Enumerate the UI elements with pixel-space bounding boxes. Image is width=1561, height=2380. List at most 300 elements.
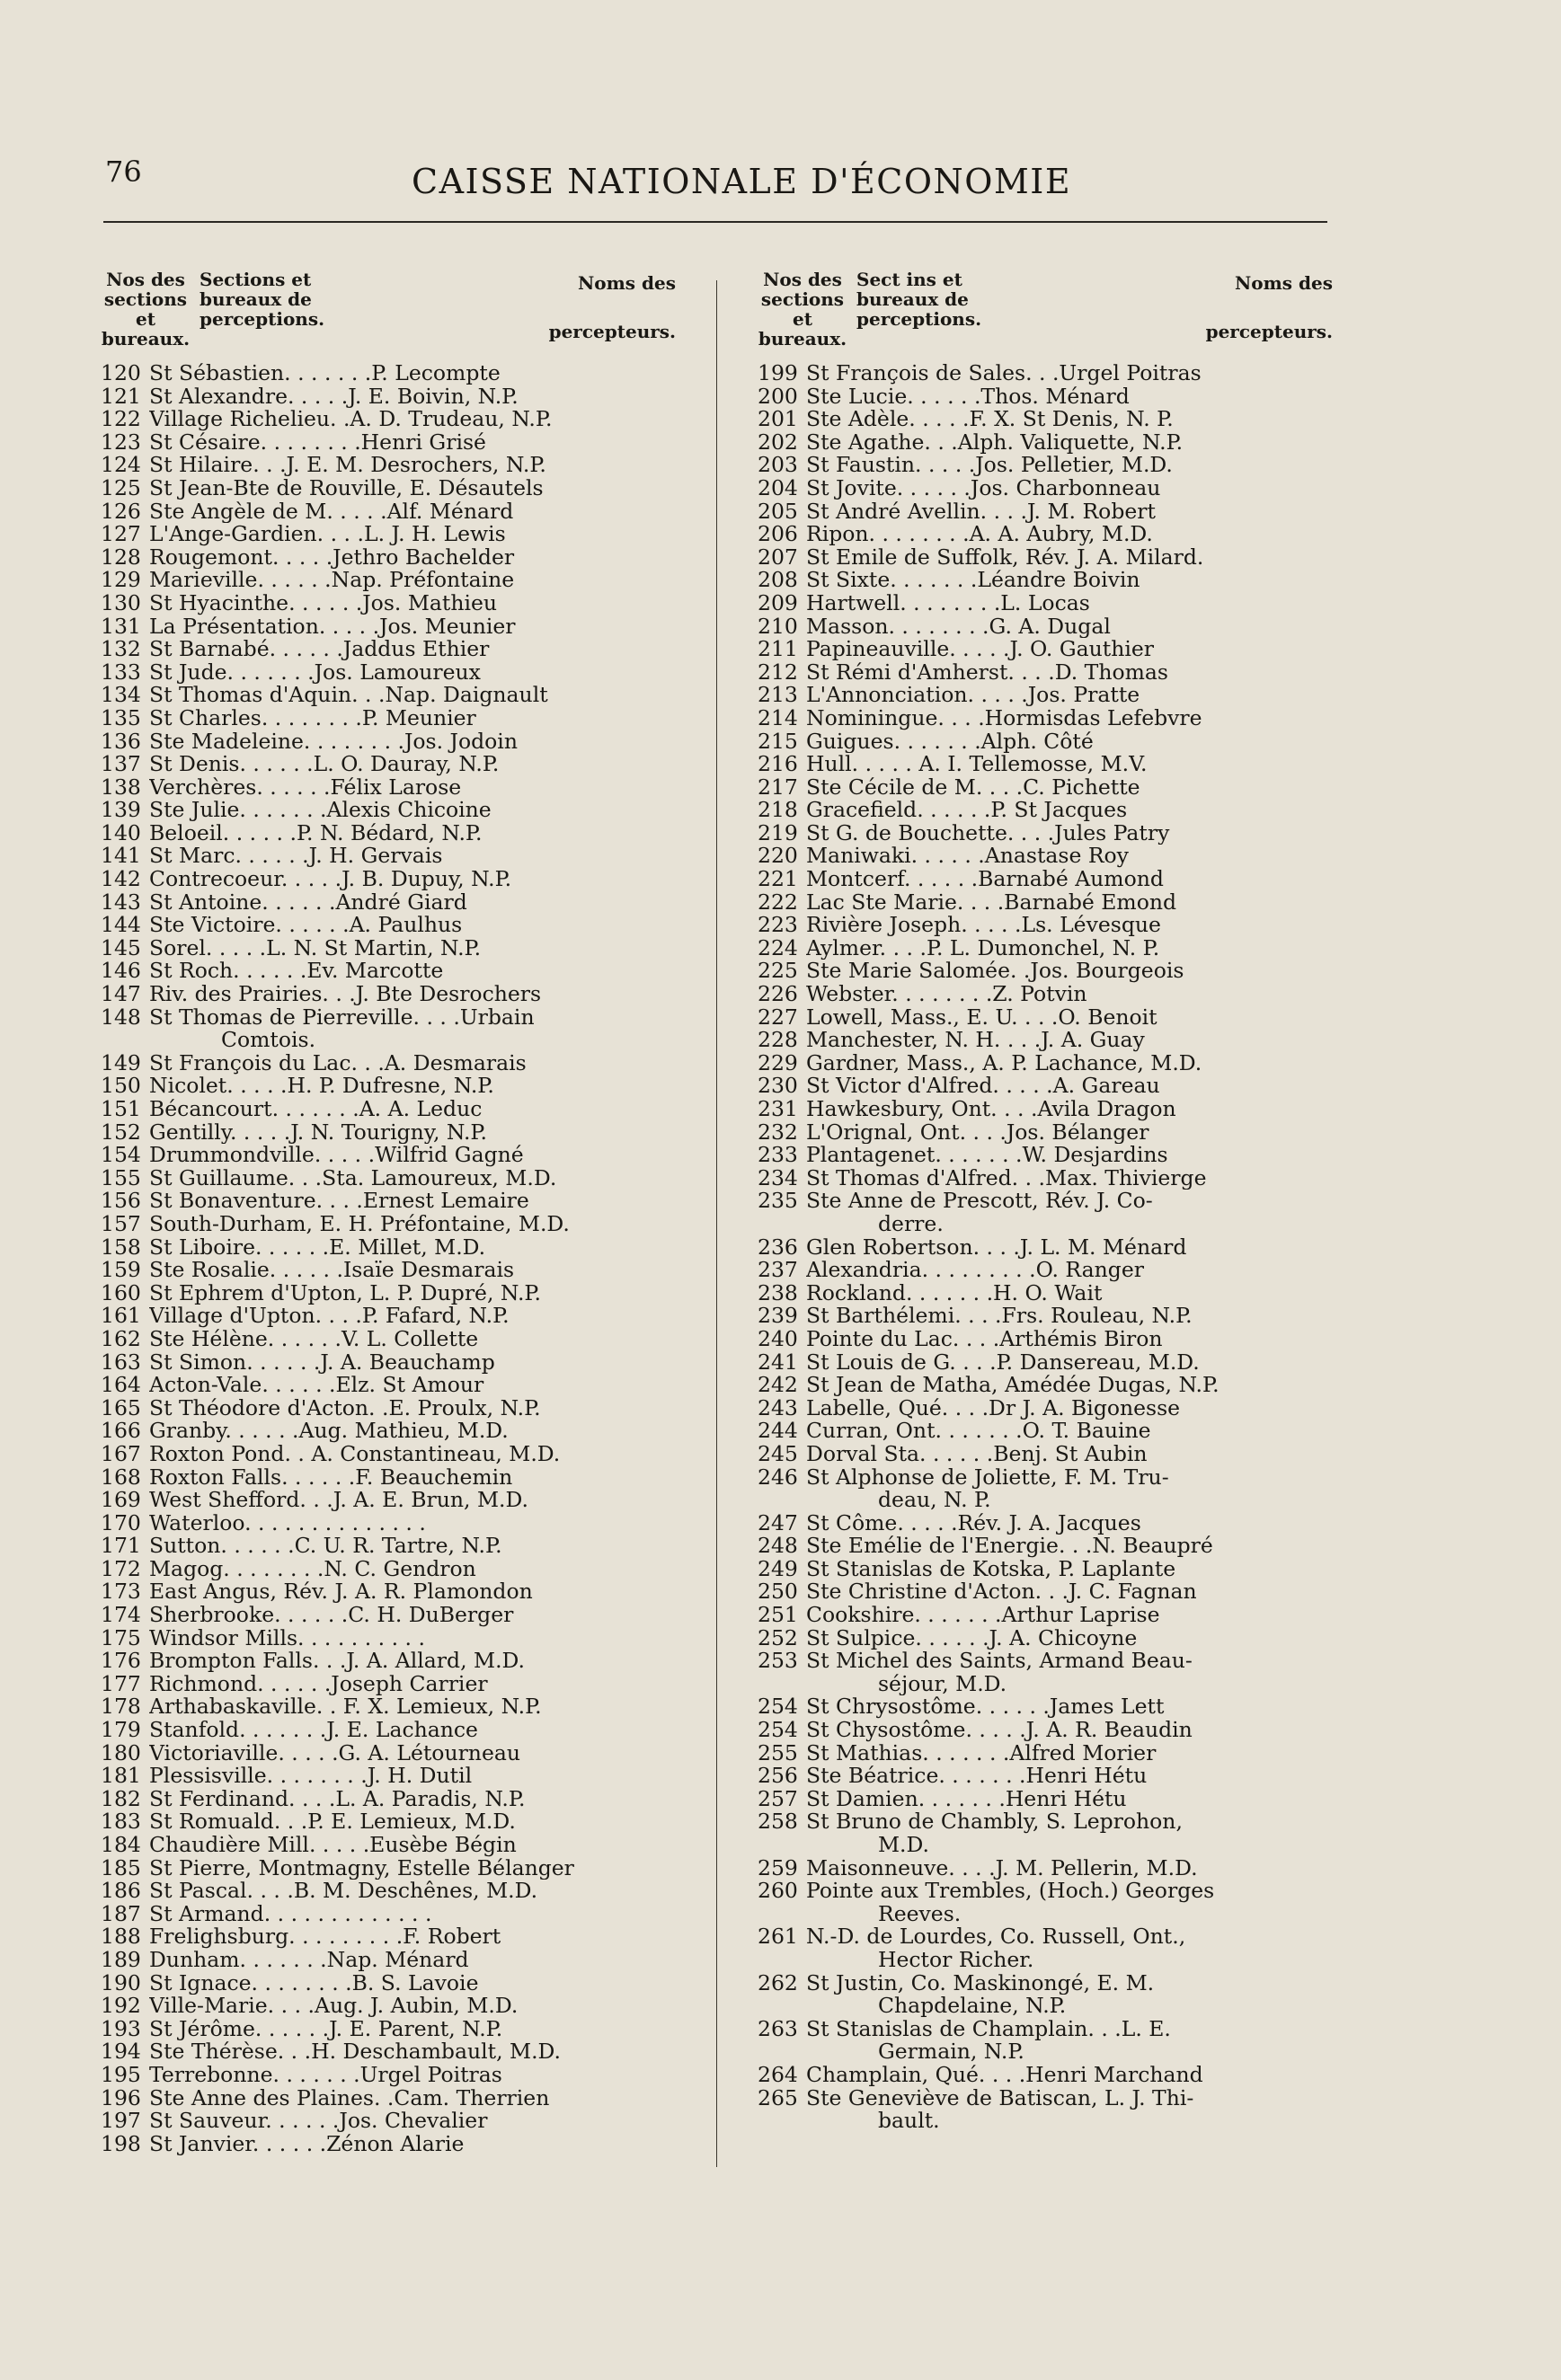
list-item bbox=[101, 684, 676, 707]
entry-number: 254 bbox=[758, 1694, 798, 1720]
entry-number: 225 bbox=[758, 958, 798, 984]
list-item bbox=[758, 983, 1333, 1006]
list-item bbox=[758, 638, 1333, 661]
list-item bbox=[758, 1213, 1333, 1236]
list-item bbox=[758, 1144, 1333, 1167]
entry-text: St Emile de Suffolk, Rév. J. A. Milard. bbox=[806, 545, 1204, 570]
column-divider bbox=[716, 280, 717, 2167]
entry-number: 256 bbox=[758, 1763, 798, 1789]
list-item bbox=[758, 1739, 1333, 1765]
list-item bbox=[101, 819, 676, 845]
list-item bbox=[101, 1880, 676, 1903]
entry-text: Sherbrooke. . . . . .C. H. DuBerger bbox=[149, 1604, 514, 1627]
entry-number: 123 bbox=[101, 429, 141, 455]
entry-number: 210 bbox=[758, 613, 798, 639]
entry-text: St André Avellin. . . .J. M. Robert bbox=[806, 500, 1156, 524]
list-item bbox=[101, 1946, 676, 1972]
entry-text: Champlain, Qué. . . .Henri Marchand bbox=[806, 2063, 1203, 2087]
entry-number: 154 bbox=[101, 1142, 141, 1168]
header-names-bottom: percepteurs. bbox=[1205, 321, 1333, 342]
entry-text: St Romuald. . .P. E. Lemieux, M.D. bbox=[149, 1810, 516, 1834]
list-item bbox=[101, 1535, 676, 1558]
list-item bbox=[101, 1351, 676, 1375]
list-item bbox=[101, 2084, 676, 2110]
entry-number: 193 bbox=[101, 2015, 141, 2041]
list-item bbox=[758, 914, 1333, 937]
entry-number: 135 bbox=[101, 704, 141, 730]
list-item bbox=[758, 385, 1333, 409]
list-item bbox=[101, 934, 676, 960]
entry-number: 228 bbox=[758, 1027, 798, 1053]
entry-text: St Bruno de Chambly, S. Leprohon, bbox=[806, 1810, 1183, 1834]
entry-number: 247 bbox=[758, 1509, 798, 1535]
entry-number: 243 bbox=[758, 1394, 798, 1420]
entry-number: 221 bbox=[758, 866, 798, 892]
entry-text: St Hilaire. . .J. E. M. Desrochers, N.P. bbox=[149, 454, 546, 477]
entry-text: St Alphonse de Joliette, F. M. Tru- bbox=[806, 1465, 1169, 1490]
list-item bbox=[101, 1325, 676, 1351]
entry-number: 190 bbox=[101, 1969, 141, 1995]
list-item bbox=[758, 1834, 1333, 1857]
list-item bbox=[101, 1029, 676, 1052]
entry-text: Roxton Pond. . A. Constantineau, M.D. bbox=[149, 1442, 561, 1466]
entry-number: 200 bbox=[758, 383, 798, 409]
entry-number: 129 bbox=[101, 567, 141, 593]
entry-text: Rockland. . . . . . .H. O. Wait bbox=[806, 1281, 1103, 1305]
entry-number: 206 bbox=[758, 521, 798, 547]
entry-text: St Stanislas de Champlain. . .L. E. bbox=[806, 2017, 1171, 2041]
entry-text: St Jean de Matha, Amédée Dugas, N.P. bbox=[806, 1374, 1220, 1397]
list-item bbox=[101, 1719, 676, 1742]
entry-text: Terrebonne. . . . . . .Urgel Poitras bbox=[149, 2063, 502, 2087]
list-item bbox=[101, 1279, 676, 1305]
entry-text: Comtois. bbox=[221, 1029, 316, 1052]
list-item bbox=[758, 500, 1333, 524]
list-item bbox=[758, 934, 1333, 960]
entry-number: 217 bbox=[758, 774, 798, 800]
entry-text: Aylmer. . . .P. L. Dumonchel, N. P. bbox=[806, 936, 1160, 960]
entry-number: 263 bbox=[758, 2015, 798, 2041]
list-item bbox=[758, 1006, 1333, 1030]
list-item bbox=[758, 1098, 1333, 1121]
entry-text: Ste Madeleine. . . . . . . .Jos. Jodoin bbox=[149, 730, 518, 754]
entry-text: Ste Cécile de M. . . .C. Pichette bbox=[806, 775, 1140, 800]
entry-text: Village Richelieu. .A. D. Trudeau, N.P. bbox=[149, 408, 553, 431]
entry-number: 237 bbox=[758, 1257, 798, 1283]
entry-text: St François de Sales. . .Urgel Poitras bbox=[806, 362, 1202, 385]
list-item bbox=[758, 891, 1333, 915]
entry-number: 229 bbox=[758, 1049, 798, 1075]
entry-text: Rougemont. . . . .Jethro Bachelder bbox=[149, 545, 515, 570]
entry-number: 258 bbox=[758, 1809, 798, 1835]
entry-text: Plantagenet. . . . . . .W. Desjardins bbox=[806, 1144, 1168, 1167]
entry-number: 251 bbox=[758, 1602, 798, 1628]
entry-number: 205 bbox=[758, 498, 798, 524]
entry-text: Beloeil. . . . . .P. N. Bédard, N.P. bbox=[149, 821, 483, 845]
entry-text: Ville-Marie. . . .Aug. J. Aubin, M.D. bbox=[149, 1995, 519, 2018]
entry-number bbox=[758, 1903, 806, 1926]
header-names bbox=[370, 270, 676, 355]
list-item bbox=[758, 1351, 1333, 1375]
entry-number bbox=[758, 2110, 806, 2133]
entry-text: Labelle, Qué. . . .Dr J. A. Bigonesse bbox=[806, 1396, 1181, 1420]
entry-text: Rivière Joseph. . . . .Ls. Lévesque bbox=[806, 914, 1161, 937]
entry-text: St Denis. . . . . .L. O. Dauray, N.P. bbox=[149, 753, 500, 776]
entry-text: Nominingue. . . .Hormisdas Lefebvre bbox=[806, 706, 1202, 730]
header-rule bbox=[103, 221, 1327, 223]
entry-text: St Ignace. . . . . . . .B. S. Lavoie bbox=[149, 1971, 479, 1995]
entry-text: Ste Christine d'Acton. . .J. C. Fagnan bbox=[806, 1580, 1197, 1605]
entry-number: 202 bbox=[758, 429, 798, 455]
entry-text: Hartwell. . . . . . . .L. Locas bbox=[806, 591, 1090, 615]
entry-number: 199 bbox=[758, 360, 798, 385]
entry-number: 183 bbox=[101, 1809, 141, 1835]
entry-number bbox=[758, 1995, 806, 2018]
list-item bbox=[101, 1394, 676, 1420]
entry-text: Acton-Vale. . . . . .Elz. St Amour bbox=[149, 1374, 484, 1397]
list-item bbox=[758, 1810, 1333, 1834]
entry-text: Chapdelaine, N.P. bbox=[878, 1995, 1067, 2018]
entry-number: 253 bbox=[758, 1648, 798, 1674]
entry-text: Ste Angèle de M. . . . .Alf. Ménard bbox=[149, 500, 514, 524]
entry-text: Ste Agathe. . .Alph. Valiquette, N.P. bbox=[806, 430, 1184, 455]
entry-text: Ste Béatrice. . . . . . .Henri Hétu bbox=[806, 1765, 1148, 1788]
header-names-top: Noms des bbox=[578, 272, 676, 294]
header-names bbox=[1027, 270, 1333, 355]
entry-text: Ste Thérèse. . .H. Deschambault, M.D. bbox=[149, 2040, 562, 2064]
entry-text: St Guillaume. . .Sta. Lamoureux, M.D. bbox=[149, 1166, 557, 1190]
page-title: CAISSE NATIONALE D'ÉCONOMIE bbox=[412, 162, 1072, 201]
list-item bbox=[758, 845, 1333, 868]
list-item bbox=[758, 1925, 1333, 1949]
list-item bbox=[101, 1006, 676, 1030]
entry-text: St François du Lac. . .A. Desmarais bbox=[149, 1051, 527, 1075]
list-item bbox=[101, 1466, 676, 1490]
entry-number: 214 bbox=[758, 704, 798, 730]
entry-text: St Jean-Bte de Rouville, E. Désautels bbox=[149, 476, 544, 500]
list-item bbox=[758, 474, 1333, 500]
entry-number: 164 bbox=[101, 1372, 141, 1398]
entry-text: St Ephrem d'Upton, L. P. Dupré, N.P. bbox=[149, 1281, 541, 1305]
entry-text: St Liboire. . . . . .E. Millet, M.D. bbox=[149, 1235, 486, 1260]
entry-number: 185 bbox=[101, 1854, 141, 1880]
list-item bbox=[101, 589, 676, 615]
entry-number: 179 bbox=[101, 1717, 141, 1743]
entry-number: 264 bbox=[758, 2061, 798, 2087]
list-item bbox=[101, 1785, 676, 1811]
entry-text: Ste Julie. . . . . . .Alexis Chicoine bbox=[149, 799, 492, 822]
entry-text: L'Ange-Gardien. . . .L. J. H. Lewis bbox=[149, 523, 506, 546]
list-item bbox=[758, 704, 1333, 730]
entry-number: 175 bbox=[101, 1624, 141, 1650]
entry-number: 141 bbox=[101, 843, 141, 869]
entry-text: Sorel. . . . .L. N. St Martin, N.P. bbox=[149, 936, 482, 960]
left-column bbox=[101, 270, 676, 2155]
entry-number: 134 bbox=[101, 682, 141, 708]
list-item bbox=[758, 589, 1333, 615]
entry-number bbox=[758, 2040, 806, 2064]
entry-text: Dorval Sta. . . . . .Benj. St Aubin bbox=[806, 1442, 1148, 1466]
entry-number: 226 bbox=[758, 981, 798, 1007]
header-sections-no: Nos des sections et bureaux. bbox=[758, 269, 847, 349]
list-item bbox=[758, 1049, 1333, 1075]
list-item bbox=[758, 1903, 1333, 1926]
entry-number: 215 bbox=[758, 728, 798, 754]
list-item bbox=[758, 1624, 1333, 1650]
entry-number: 250 bbox=[758, 1579, 798, 1605]
list-item bbox=[101, 1739, 676, 1765]
list-item bbox=[101, 1670, 676, 1696]
list-item bbox=[758, 408, 1333, 431]
list-item bbox=[758, 1305, 1333, 1328]
entry-number: 223 bbox=[758, 912, 798, 938]
entry-text: St Pascal. . . .B. M. Deschênes, M.D. bbox=[149, 1880, 538, 1903]
entry-number: 257 bbox=[758, 1785, 798, 1811]
entry-number: 133 bbox=[101, 659, 141, 685]
entry-number: 188 bbox=[101, 1924, 141, 1950]
list-item bbox=[758, 1259, 1333, 1282]
entry-text: Lowell, Mass., E. U. . . .O. Benoit bbox=[806, 1005, 1157, 1030]
list-item bbox=[101, 546, 676, 570]
entry-number: 245 bbox=[758, 1440, 798, 1466]
list-item bbox=[101, 2130, 676, 2156]
entry-text: Victoriaville. . . . .G. A. Létourneau bbox=[149, 1741, 520, 1765]
list-item bbox=[101, 1995, 676, 2018]
list-item bbox=[101, 408, 676, 431]
entry-number: 142 bbox=[101, 866, 141, 892]
header-names-top: Noms des bbox=[1235, 272, 1333, 294]
entry-text: Ste Marie Salomée. .Jos. Bourgeois bbox=[806, 960, 1184, 984]
list-item bbox=[758, 1440, 1333, 1466]
entry-text: St Victor d'Alfred. . . . .A. Gareau bbox=[806, 1075, 1160, 1098]
entry-number: 132 bbox=[101, 636, 141, 662]
entry-text: Chaudière Mill. . . . .Eusèbe Bégin bbox=[149, 1834, 517, 1857]
entry-number: 169 bbox=[101, 1487, 141, 1513]
list-item bbox=[758, 1880, 1333, 1903]
entry-number: 121 bbox=[101, 383, 141, 409]
list-item bbox=[101, 730, 676, 754]
entry-number: 170 bbox=[101, 1509, 141, 1535]
entry-text: St Marc. . . . . .J. H. Gervais bbox=[149, 845, 443, 869]
entry-number: 167 bbox=[101, 1440, 141, 1466]
list-item bbox=[101, 1834, 676, 1857]
list-item bbox=[101, 1190, 676, 1213]
list-item bbox=[101, 1210, 676, 1236]
entry-number: 124 bbox=[101, 452, 141, 478]
list-item bbox=[101, 960, 676, 983]
entry-text: St Thomas d'Alfred. . .Max. Thivierge bbox=[806, 1166, 1207, 1190]
entry-number: 138 bbox=[101, 774, 141, 800]
entry-text: St Pierre, Montmagny, Estelle Bélanger bbox=[149, 1856, 574, 1880]
entry-number: 156 bbox=[101, 1188, 141, 1214]
entry-text: Lac Ste Marie. . . .Barnabé Emond bbox=[806, 890, 1177, 915]
list-item bbox=[101, 385, 676, 409]
list-item bbox=[758, 1580, 1333, 1604]
list-item bbox=[758, 615, 1333, 639]
list-item bbox=[101, 523, 676, 546]
entry-text: Brompton Falls. . .J. A. Allard, M.D. bbox=[149, 1650, 526, 1673]
entry-text: Ste Hélène. . . . . .V. L. Collette bbox=[149, 1327, 479, 1351]
list-item bbox=[758, 730, 1333, 754]
list-item bbox=[758, 1325, 1333, 1351]
entry-number: 262 bbox=[758, 1969, 798, 1995]
entry-text: St Simon. . . . . .J. A. Beauchamp bbox=[149, 1350, 495, 1375]
list-item bbox=[758, 1279, 1333, 1305]
entry-number: 178 bbox=[101, 1694, 141, 1720]
list-item bbox=[101, 431, 676, 455]
entry-text: St Damien. . . . . . .Henri Hétu bbox=[806, 1787, 1127, 1811]
entry-number: 240 bbox=[758, 1325, 798, 1351]
entry-number: 238 bbox=[758, 1279, 798, 1305]
entry-text: Hull. . . . . A. I. Tellemosse, M.V. bbox=[806, 753, 1148, 776]
list-item bbox=[758, 431, 1333, 455]
entry-number: 155 bbox=[101, 1164, 141, 1190]
entry-number: 157 bbox=[101, 1210, 141, 1236]
entry-number: 227 bbox=[758, 1004, 798, 1030]
list-item bbox=[758, 2084, 1333, 2110]
header-sections: Sect ins et bureaux de perceptions. bbox=[856, 269, 982, 330]
entry-text: Stanfold. . . . . . .J. E. Lachance bbox=[149, 1719, 478, 1742]
entry-number: 203 bbox=[758, 452, 798, 478]
entry-text: Ste Anne de Prescott, Rév. J. Co- bbox=[806, 1190, 1153, 1213]
entry-number: 158 bbox=[101, 1234, 141, 1260]
list-item bbox=[101, 638, 676, 661]
entry-text: Contrecoeur. . . . .J. B. Dupuy, N.P. bbox=[149, 868, 512, 891]
list-item bbox=[758, 1535, 1333, 1558]
entry-number: 186 bbox=[101, 1878, 141, 1904]
list-item bbox=[101, 1075, 676, 1098]
list-item bbox=[101, 914, 676, 937]
entry-text: Magog. . . . . . . .N. C. Gendron bbox=[149, 1557, 476, 1581]
entry-text: Windsor Mills. . . . . . . . . . bbox=[149, 1626, 425, 1650]
entry-number: 176 bbox=[101, 1648, 141, 1674]
entry-text: St Chrysostôme. . . . . .James Lett bbox=[806, 1695, 1165, 1720]
entry-number: 166 bbox=[101, 1418, 141, 1444]
list-item bbox=[758, 523, 1333, 546]
entry-text: St Alexandre. . . . .J. E. Boivin, N.P. bbox=[149, 385, 519, 409]
entry-text: Village d'Upton. . . .P. Fafard, N.P. bbox=[149, 1305, 510, 1328]
list-item bbox=[758, 1555, 1333, 1581]
list-item bbox=[101, 2015, 676, 2041]
entry-number: 151 bbox=[101, 1096, 141, 1121]
entry-text: deau, N. P. bbox=[878, 1489, 991, 1512]
entry-text: St Jude. . . . . . .Jos. Lamoureux bbox=[149, 660, 481, 685]
entry-text: Plessisville. . . . . . . .J. H. Dutil bbox=[149, 1765, 473, 1788]
list-item bbox=[758, 1236, 1333, 1260]
entry-number: 177 bbox=[101, 1670, 141, 1696]
entry-text: Marieville. . . . . .Nap. Préfontaine bbox=[149, 569, 515, 592]
entry-text: Reeves. bbox=[878, 1902, 962, 1926]
list-item bbox=[758, 1489, 1333, 1512]
entry-text: South-Durham, E. H. Préfontaine, M.D. bbox=[149, 1212, 570, 1236]
entry-number: 139 bbox=[101, 797, 141, 823]
entry-text: séjour, M.D. bbox=[878, 1672, 1007, 1696]
entry-text: Manchester, N. H. . . .J. A. Guay bbox=[806, 1029, 1145, 1052]
list-item bbox=[101, 661, 676, 685]
entry-text: Granby. . . . . .Aug. Mathieu, M.D. bbox=[149, 1420, 509, 1443]
entry-text: St Faustin. . . . .Jos. Pelletier, M.D. bbox=[806, 454, 1173, 477]
entry-number bbox=[101, 1029, 149, 1052]
list-item bbox=[758, 753, 1333, 776]
entry-text: Masson. . . . . . . .G. A. Dugal bbox=[806, 615, 1111, 639]
entry-number: 211 bbox=[758, 636, 798, 662]
right-column bbox=[758, 270, 1333, 2133]
entry-number: 146 bbox=[101, 958, 141, 984]
entry-number: 136 bbox=[101, 728, 141, 754]
entry-number: 255 bbox=[758, 1739, 798, 1765]
entry-text: Hawkesbury, Ont. . . .Avila Dragon bbox=[806, 1098, 1176, 1121]
list-item bbox=[101, 1580, 676, 1604]
list-item bbox=[758, 1765, 1333, 1788]
entry-text: Roxton Falls. . . . . .F. Beauchemin bbox=[149, 1465, 513, 1490]
list-item bbox=[101, 1374, 676, 1397]
list-item bbox=[758, 1604, 1333, 1627]
entry-text: East Angus, Rév. J. A. R. Plamondon bbox=[149, 1580, 533, 1605]
entry-number: 196 bbox=[101, 2084, 141, 2110]
entry-text: St G. de Bouchette. . . .Jules Patry bbox=[806, 821, 1170, 845]
entry-number: 207 bbox=[758, 544, 798, 570]
entry-number: 220 bbox=[758, 843, 798, 869]
list-item bbox=[101, 799, 676, 822]
entry-text: Ste Adèle. . . . .F. X. St Denis, N. P. bbox=[806, 408, 1174, 431]
list-item bbox=[758, 661, 1333, 685]
entry-text: Arthabaskaville. . F. X. Lemieux, N.P. bbox=[149, 1695, 542, 1720]
list-item bbox=[101, 1765, 676, 1788]
list-item bbox=[758, 1969, 1333, 1995]
entry-text: St Jérôme. . . . . .J. E. Parent, N.P. bbox=[149, 2017, 503, 2041]
list-item bbox=[758, 819, 1333, 845]
entry-text: St Thomas d'Aquin. . .Nap. Daignault bbox=[149, 684, 548, 707]
entry-number: 201 bbox=[758, 406, 798, 432]
entry-text: Ste Emélie de l'Energie. . .N. Beaupré bbox=[806, 1535, 1213, 1558]
list-item bbox=[101, 1925, 676, 1949]
entry-text: St Thomas de Pierreville. . . .Urbain bbox=[149, 1005, 535, 1030]
header-sections-no: Nos des sections et bureaux. bbox=[101, 269, 191, 349]
entry-number: 208 bbox=[758, 567, 798, 593]
entry-text: St Chysostôme. . . . .J. A. R. Beaudin bbox=[806, 1719, 1193, 1742]
list-item bbox=[758, 569, 1333, 592]
entry-number: 172 bbox=[101, 1555, 141, 1581]
list-item bbox=[758, 546, 1333, 570]
list-item bbox=[758, 1374, 1333, 1397]
list-item bbox=[758, 960, 1333, 983]
list-item bbox=[101, 454, 676, 477]
entry-text: Drummondville. . . . .Wilfrid Gagné bbox=[149, 1144, 524, 1167]
entry-text: Ripon. . . . . . . .A. A. Aubry, M.D. bbox=[806, 523, 1153, 546]
entry-number: 181 bbox=[101, 1763, 141, 1789]
list-item bbox=[101, 1144, 676, 1167]
list-item bbox=[101, 704, 676, 730]
entry-text: Waterloo. . . . . . . . . . . . . . bbox=[149, 1511, 426, 1535]
entry-number bbox=[758, 1949, 806, 1972]
list-item bbox=[101, 1604, 676, 1627]
entry-number: 174 bbox=[101, 1602, 141, 1628]
entry-number: 198 bbox=[101, 2130, 141, 2156]
list-item bbox=[101, 891, 676, 915]
entry-number bbox=[758, 1834, 806, 1857]
entry-text: St Barthélemi. . . .Frs. Rouleau, N.P. bbox=[806, 1305, 1193, 1328]
list-item bbox=[758, 1719, 1333, 1742]
entry-text: St Hyacinthe. . . . . .Jos. Mathieu bbox=[149, 591, 498, 615]
entry-number: 230 bbox=[758, 1073, 798, 1099]
page-number: 76 bbox=[105, 155, 142, 189]
list-item bbox=[101, 1509, 676, 1535]
list-item bbox=[758, 2040, 1333, 2064]
entry-number: 149 bbox=[101, 1049, 141, 1075]
list-item bbox=[758, 1995, 1333, 2018]
entry-number: 222 bbox=[758, 889, 798, 915]
entry-number: 213 bbox=[758, 682, 798, 708]
